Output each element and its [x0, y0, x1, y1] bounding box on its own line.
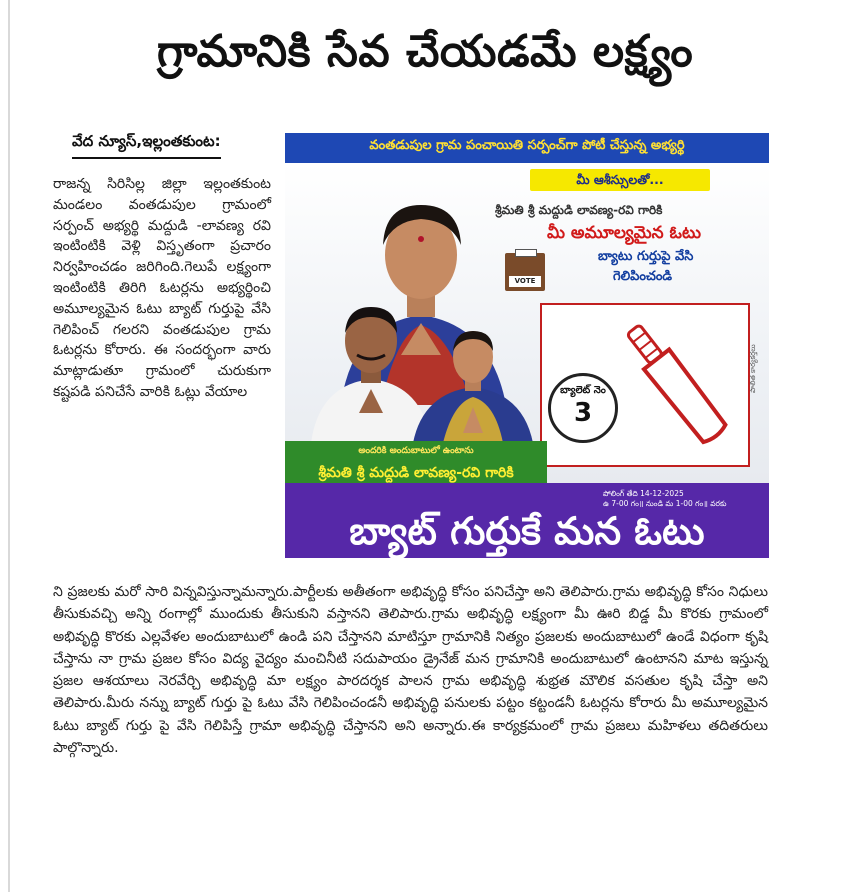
poster-bat-line1: బ్యాటు గుర్తుపై వేసి: [598, 249, 694, 264]
poster-bat-line2: గెలిపించండి: [613, 269, 673, 284]
byline: వేద న్యూస్,ఇల్లంతకుంట:: [72, 132, 221, 159]
left-column-rule: [8, 0, 10, 892]
ballot-number-label: బ్యాలెట్ నెం: [560, 385, 606, 396]
ballot-number: 3: [573, 398, 593, 428]
ballot-number-badge: [548, 373, 618, 443]
cricket-bat-icon: [615, 313, 735, 453]
ballot-box-label: VOTE: [509, 276, 541, 287]
intro-paragraph: రాజన్న సిరిసిల్ల జిల్లా ఇల్లంతకుంట మండలం వంతడుపుల గ్రామంలో సర్పంచ్ అభ్యర్థి మద్దుడి -లావణ్య రవి ఇంటింటికి వెళ్లి విస్తృతంగా ప్రచారం నిర్వహించడం జరిగింది.గెలుపే లక్ష్యంగా ఇంటింటికి తిరిగి ఓటర్లను అభ్యర్థించి అమూల్యమైన ఓటు బ్యాట్ గుర్తుపై వేసి గెలిపించ్ గలరని వంతడుపుల గ్రామ ఓటర్లను కోరారు. ఈ సందర్భంగా వారు మాట్లాడుతూ గ్రామంలో చురుకుగా కష్టపడి పనిచేసే వారికి ఓట్లు వేయాల: [53, 176, 271, 400]
candidate-woman-small-photo: [403, 323, 543, 443]
campaign-poster: [285, 133, 769, 558]
poster-green-name: శ్రీమతి శ్రీ మద్దుడి లావణ్య-రవి గారికి: [318, 465, 514, 481]
poster-vote-line: మీ అమూల్యమైన ఓటు: [547, 223, 701, 243]
poster-slogan: బ్యాట్ గుర్తుకే మన ఓటు: [349, 509, 705, 553]
poster-top-text: వంతడుపుల గ్రామ పంచాయితి సర్పంచ్‌గా పోటీ చేస్తున్న అభ్యర్థి: [369, 138, 685, 153]
headline: గ్రామానికి సేవ చేయడమే లక్ష్యం: [156, 26, 694, 77]
poster-green-small: అందరికి అందుబాటులో ఉంటాను: [358, 446, 474, 456]
body-paragraph: ని ప్రజలకు మరో సారి విన్నవిస్తున్నామన్నారు.పార్టీలకు అతీతంగా అభివృద్ధి కోసం పనిచేస్తా అని తెలిపారు.గ్రామ అభివృద్ధి కోసం నిధులు తీసుకువచ్చి అన్ని రంగాల్లో ముందుకు తీసుకుని వస్తానని తెలిపారు.గ్రామ అభివృద్ధి లక్ష్యంగా మీ ఊరి బిడ్డ మీ కొరకు గ్రామంలో అభివృద్ధి కొరకు ఎల్లవేళల అందుబాటులో ఉండి పని చేస్తానని మాటిస్తూ గ్రామానికి నిత్యం ప్రజలకు అందుబాటులో ఉండే విధంగా కృషి చేస్తాను నా గ్రామ ప్రజల కోసం విద్య వైద్యం మంచినీటి సదుపాయం డ్రైనేజ్ మన గ్రామానికి అందుబాటులో ఉంటానని మాట ఇస్తున్న ప్రజల ఆశయాలు నెరవేర్చి అభివృద్ధి మా లక్ష్యం పారదర్శక పాలన గ్రామ అభివృద్ధి శుభ్రత మౌలిక వసతుల కృషి చేస్తా అని తెలిపారు.మీరు నన్ను బ్యాట్ గుర్తు పై ఓటు వేసి గెలిపించండనీ అభివృద్ధి పనులకు పట్టం కట్టండనీ ఓటర్లను కోరారు మీ అమూల్యమైన ఓటు బ్యాట్ గుర్తు పై వేసి గెలిపిస్తే గ్రామా అభివృద్ధి చేస్తానని అని అన్నారు.ఈ కార్యక్రమంలో గ్రామ ప్రజలు మహిళలు తదితరులు పాల్గొన్నారు.: [53, 584, 768, 757]
poster-side-note: పాలిత కార్యకర్తలు: [749, 344, 757, 393]
poster-poll-date: పోలింగ్ తేది 14-12-2025: [603, 489, 684, 498]
poster-poll-time: ఉ 7-00 గం॥ నుండి మ 1-00 గం॥ వరకు: [603, 499, 727, 508]
poster-wishes: మీ ఆశీస్సులతో...: [530, 169, 710, 191]
poster-candidate-small: శ్రీమతి శ్రీ మద్దుడి లావణ్య-రవి గారికి: [495, 203, 663, 217]
